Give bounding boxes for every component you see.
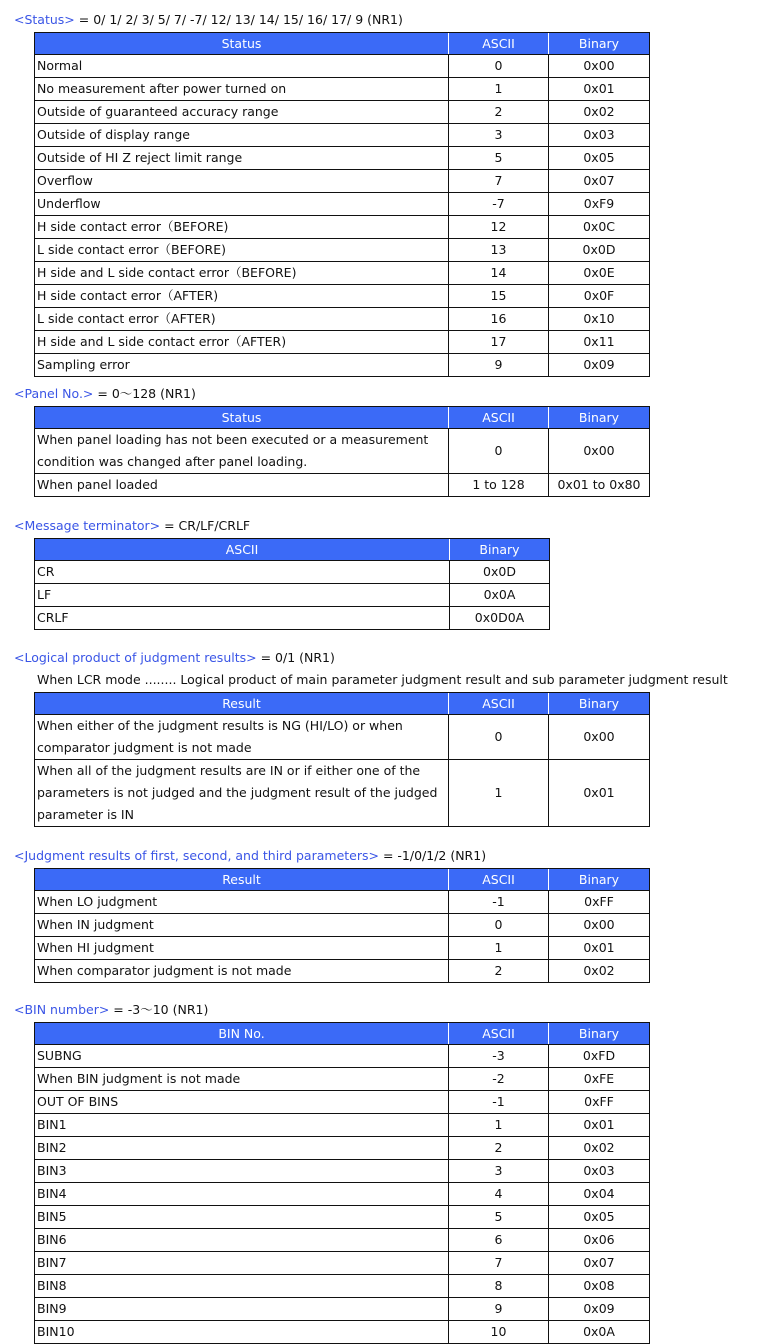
row-label-cell: BIN10 bbox=[35, 1321, 449, 1344]
ascii-cell: -7 bbox=[449, 193, 549, 216]
column-header: ASCII bbox=[449, 1023, 549, 1045]
column-header: Status bbox=[35, 407, 449, 429]
binary-cell: 0x04 bbox=[549, 1183, 650, 1206]
ascii-cell: 0 bbox=[449, 429, 549, 474]
lcr-mode-note: When LCR mode ........ Logical product of main parameter judgment result and sub parameter judgment result bbox=[37, 672, 728, 687]
row-label-cell: Underflow bbox=[35, 193, 449, 216]
ascii-cell: 13 bbox=[449, 239, 549, 262]
column-header: Binary bbox=[549, 33, 650, 55]
bin-heading-values: = -3〜10 (NR1) bbox=[109, 1002, 209, 1017]
row-label-cell: BIN5 bbox=[35, 1206, 449, 1229]
binary-cell: 0x06 bbox=[549, 1229, 650, 1252]
ascii-cell: 2 bbox=[449, 960, 549, 983]
row-label-cell: When all of the judgment results are IN or if either one of the parameters is not judged and the judgment result of the judged parameter is IN bbox=[35, 760, 449, 827]
header-row bbox=[35, 33, 650, 55]
binary-cell: 0x0C bbox=[549, 216, 650, 239]
table-row bbox=[35, 584, 550, 607]
row-label-cell: BIN9 bbox=[35, 1298, 449, 1321]
bin-table bbox=[34, 1022, 650, 1344]
table-row bbox=[35, 147, 650, 170]
row-label-cell: When either of the judgment results is NG (HI/LO) or when comparator judgment is not made bbox=[35, 715, 449, 760]
table-row bbox=[35, 1045, 650, 1068]
binary-cell: 0x09 bbox=[549, 1298, 650, 1321]
binary-cell: 0x02 bbox=[549, 101, 650, 124]
binary-cell: 0x00 bbox=[549, 55, 650, 78]
status-heading-values: = 0/ 1/ 2/ 3/ 5/ 7/ -7/ 12/ 13/ 14/ 15/ 16/ 17/ 9 (NR1) bbox=[74, 12, 403, 27]
row-label-cell: Overflow bbox=[35, 170, 449, 193]
binary-cell: 0x02 bbox=[549, 960, 650, 983]
column-header: ASCII bbox=[35, 539, 450, 561]
row-label-cell: When comparator judgment is not made bbox=[35, 960, 449, 983]
table-row bbox=[35, 1275, 650, 1298]
binary-cell: 0x00 bbox=[549, 429, 650, 474]
row-label-cell: When LO judgment bbox=[35, 891, 449, 914]
table-row bbox=[35, 101, 650, 124]
panel-heading-tag: <Panel No.> bbox=[14, 386, 94, 401]
row-label-cell: Outside of HI Z reject limit range bbox=[35, 147, 449, 170]
table-row bbox=[35, 1321, 650, 1344]
header-row bbox=[35, 539, 550, 561]
table-row bbox=[35, 1114, 650, 1137]
column-header: Result bbox=[35, 869, 449, 891]
binary-cell: 0x03 bbox=[549, 1160, 650, 1183]
table-row bbox=[35, 331, 650, 354]
row-label-cell: When panel loading has not been executed or a measurement condition was changed after panel loading. bbox=[35, 429, 449, 474]
binary-cell: 0x0D bbox=[549, 239, 650, 262]
column-header: ASCII bbox=[449, 33, 549, 55]
column-header: Result bbox=[35, 693, 449, 715]
header-row bbox=[35, 407, 650, 429]
table-row bbox=[35, 216, 650, 239]
ascii-cell: 1 bbox=[449, 78, 549, 101]
binary-cell: 0x01 bbox=[549, 937, 650, 960]
row-label-cell: BIN7 bbox=[35, 1252, 449, 1275]
judgment-table bbox=[34, 868, 650, 983]
binary-cell: 0x07 bbox=[549, 1252, 650, 1275]
binary-cell: 0x01 bbox=[549, 78, 650, 101]
panel-heading bbox=[14, 386, 196, 402]
table-row bbox=[35, 607, 550, 630]
ascii-cell: 3 bbox=[449, 124, 549, 147]
column-header: Binary bbox=[549, 407, 650, 429]
terminator-heading bbox=[14, 518, 250, 534]
table-row bbox=[35, 1298, 650, 1321]
table-row bbox=[35, 474, 650, 497]
row-label-cell: BIN8 bbox=[35, 1275, 449, 1298]
header-row bbox=[35, 869, 650, 891]
row-label-cell: BIN2 bbox=[35, 1137, 449, 1160]
table-row bbox=[35, 1229, 650, 1252]
table-row bbox=[35, 937, 650, 960]
logical-heading-tag: <Logical product of judgment results> bbox=[14, 650, 257, 665]
ascii-cell: 8 bbox=[449, 1275, 549, 1298]
terminator-heading-tag: <Message terminator> bbox=[14, 518, 161, 533]
row-label-cell: L side contact error（AFTER) bbox=[35, 308, 449, 331]
ascii-cell: 1 to 128 bbox=[449, 474, 549, 497]
panel-heading-values: = 0〜128 (NR1) bbox=[93, 386, 196, 401]
column-header: Binary bbox=[549, 869, 650, 891]
column-header: ASCII bbox=[449, 407, 549, 429]
ascii-cell: -2 bbox=[449, 1068, 549, 1091]
ascii-cell: 9 bbox=[449, 1298, 549, 1321]
column-header: Binary bbox=[549, 693, 650, 715]
binary-cell: 0x00 bbox=[549, 715, 650, 760]
column-header: ASCII bbox=[449, 693, 549, 715]
ascii-cell: 4 bbox=[449, 1183, 549, 1206]
panel-table bbox=[34, 406, 650, 497]
logical-table bbox=[34, 692, 650, 827]
ascii-cell: 2 bbox=[449, 101, 549, 124]
binary-cell: 0xFF bbox=[549, 891, 650, 914]
ascii-cell: 0 bbox=[449, 715, 549, 760]
ascii-cell: -3 bbox=[449, 1045, 549, 1068]
binary-cell: 0x09 bbox=[549, 354, 650, 377]
row-label-cell: No measurement after power turned on bbox=[35, 78, 449, 101]
table-row bbox=[35, 1160, 650, 1183]
row-label-cell: OUT OF BINS bbox=[35, 1091, 449, 1114]
binary-cell: 0xFF bbox=[549, 1091, 650, 1114]
binary-cell: 0x0A bbox=[450, 584, 550, 607]
binary-cell: 0x03 bbox=[549, 124, 650, 147]
ascii-cell: 15 bbox=[449, 285, 549, 308]
row-label-cell: BIN1 bbox=[35, 1114, 449, 1137]
ascii-cell: 1 bbox=[449, 1114, 549, 1137]
binary-cell: 0x00 bbox=[549, 914, 650, 937]
ascii-cell: 17 bbox=[449, 331, 549, 354]
judgment-heading bbox=[14, 848, 486, 864]
row-label-cell: When HI judgment bbox=[35, 937, 449, 960]
ascii-cell: 9 bbox=[449, 354, 549, 377]
binary-cell: 0x10 bbox=[549, 308, 650, 331]
table-row bbox=[35, 1068, 650, 1091]
row-label-cell: H side contact error（BEFORE) bbox=[35, 216, 449, 239]
binary-cell: 0x05 bbox=[549, 147, 650, 170]
row-label-cell: CRLF bbox=[35, 607, 450, 630]
table-row bbox=[35, 1137, 650, 1160]
ascii-cell: 16 bbox=[449, 308, 549, 331]
status-heading bbox=[14, 12, 403, 28]
binary-cell: 0x01 bbox=[549, 760, 650, 827]
binary-cell: 0x0D bbox=[450, 561, 550, 584]
column-header: ASCII bbox=[449, 869, 549, 891]
row-label-cell: Outside of display range bbox=[35, 124, 449, 147]
row-label-cell: When panel loaded bbox=[35, 474, 449, 497]
binary-cell: 0x01 to 0x80 bbox=[549, 474, 650, 497]
logical-heading-values: = 0/1 (NR1) bbox=[256, 650, 335, 665]
row-label-cell: H side contact error（AFTER) bbox=[35, 285, 449, 308]
terminator-table bbox=[34, 538, 550, 630]
table-row bbox=[35, 239, 650, 262]
row-label-cell: Sampling error bbox=[35, 354, 449, 377]
binary-cell: 0x02 bbox=[549, 1137, 650, 1160]
table-row bbox=[35, 715, 650, 760]
row-label-cell: H side and L side contact error（AFTER) bbox=[35, 331, 449, 354]
table-row bbox=[35, 124, 650, 147]
table-row bbox=[35, 354, 650, 377]
ascii-cell: 6 bbox=[449, 1229, 549, 1252]
column-header: Binary bbox=[450, 539, 550, 561]
column-header: Binary bbox=[549, 1023, 650, 1045]
table-row bbox=[35, 55, 650, 78]
binary-cell: 0x01 bbox=[549, 1114, 650, 1137]
judgment-heading-values: = -1/0/1/2 (NR1) bbox=[378, 848, 487, 863]
binary-cell: 0x11 bbox=[549, 331, 650, 354]
table-row bbox=[35, 914, 650, 937]
table-row bbox=[35, 1183, 650, 1206]
bin-heading-tag: <BIN number> bbox=[14, 1002, 110, 1017]
row-label-cell: Outside of guaranteed accuracy range bbox=[35, 101, 449, 124]
binary-cell: 0xFD bbox=[549, 1045, 650, 1068]
column-header: Status bbox=[35, 33, 449, 55]
header-row bbox=[35, 1023, 650, 1045]
table-row bbox=[35, 1091, 650, 1114]
binary-cell: 0x0D0A bbox=[450, 607, 550, 630]
ascii-cell: 7 bbox=[449, 170, 549, 193]
row-label-cell: BIN6 bbox=[35, 1229, 449, 1252]
row-label-cell: SUBNG bbox=[35, 1045, 449, 1068]
table-row bbox=[35, 193, 650, 216]
status-heading-tag: <Status> bbox=[14, 12, 75, 27]
ascii-cell: 1 bbox=[449, 937, 549, 960]
ascii-cell: 5 bbox=[449, 1206, 549, 1229]
binary-cell: 0xFE bbox=[549, 1068, 650, 1091]
table-row bbox=[35, 1252, 650, 1275]
table-row bbox=[35, 170, 650, 193]
table-row bbox=[35, 78, 650, 101]
bin-heading bbox=[14, 1002, 208, 1018]
ascii-cell: -1 bbox=[449, 891, 549, 914]
row-label-cell: CR bbox=[35, 561, 450, 584]
table-row bbox=[35, 891, 650, 914]
judgment-heading-tag: <Judgment results of first, second, and third parameters> bbox=[14, 848, 379, 863]
ascii-cell: 1 bbox=[449, 760, 549, 827]
binary-cell: 0xF9 bbox=[549, 193, 650, 216]
status-table bbox=[34, 32, 650, 377]
terminator-heading-values: = CR/LF/CRLF bbox=[160, 518, 251, 533]
binary-cell: 0x0E bbox=[549, 262, 650, 285]
ascii-cell: 3 bbox=[449, 1160, 549, 1183]
logical-heading bbox=[14, 650, 335, 666]
table-row bbox=[35, 760, 650, 827]
ascii-cell: 14 bbox=[449, 262, 549, 285]
row-label-cell: Normal bbox=[35, 55, 449, 78]
table-row bbox=[35, 561, 550, 584]
ascii-cell: -1 bbox=[449, 1091, 549, 1114]
header-row bbox=[35, 693, 650, 715]
binary-cell: 0x07 bbox=[549, 170, 650, 193]
ascii-cell: 2 bbox=[449, 1137, 549, 1160]
ascii-cell: 10 bbox=[449, 1321, 549, 1344]
row-label-cell: BIN3 bbox=[35, 1160, 449, 1183]
ascii-cell: 0 bbox=[449, 55, 549, 78]
row-label-cell: When BIN judgment is not made bbox=[35, 1068, 449, 1091]
table-row bbox=[35, 262, 650, 285]
table-row bbox=[35, 285, 650, 308]
column-header: BIN No. bbox=[35, 1023, 449, 1045]
ascii-cell: 7 bbox=[449, 1252, 549, 1275]
binary-cell: 0x0F bbox=[549, 285, 650, 308]
ascii-cell: 5 bbox=[449, 147, 549, 170]
row-label-cell: H side and L side contact error（BEFORE) bbox=[35, 262, 449, 285]
binary-cell: 0x05 bbox=[549, 1206, 650, 1229]
row-label-cell: When IN judgment bbox=[35, 914, 449, 937]
table-row bbox=[35, 308, 650, 331]
row-label-cell: LF bbox=[35, 584, 450, 607]
table-row bbox=[35, 1206, 650, 1229]
binary-cell: 0x0A bbox=[549, 1321, 650, 1344]
table-row bbox=[35, 960, 650, 983]
row-label-cell: BIN4 bbox=[35, 1183, 449, 1206]
ascii-cell: 0 bbox=[449, 914, 549, 937]
table-row bbox=[35, 429, 650, 474]
ascii-cell: 12 bbox=[449, 216, 549, 239]
row-label-cell: L side contact error（BEFORE) bbox=[35, 239, 449, 262]
binary-cell: 0x08 bbox=[549, 1275, 650, 1298]
